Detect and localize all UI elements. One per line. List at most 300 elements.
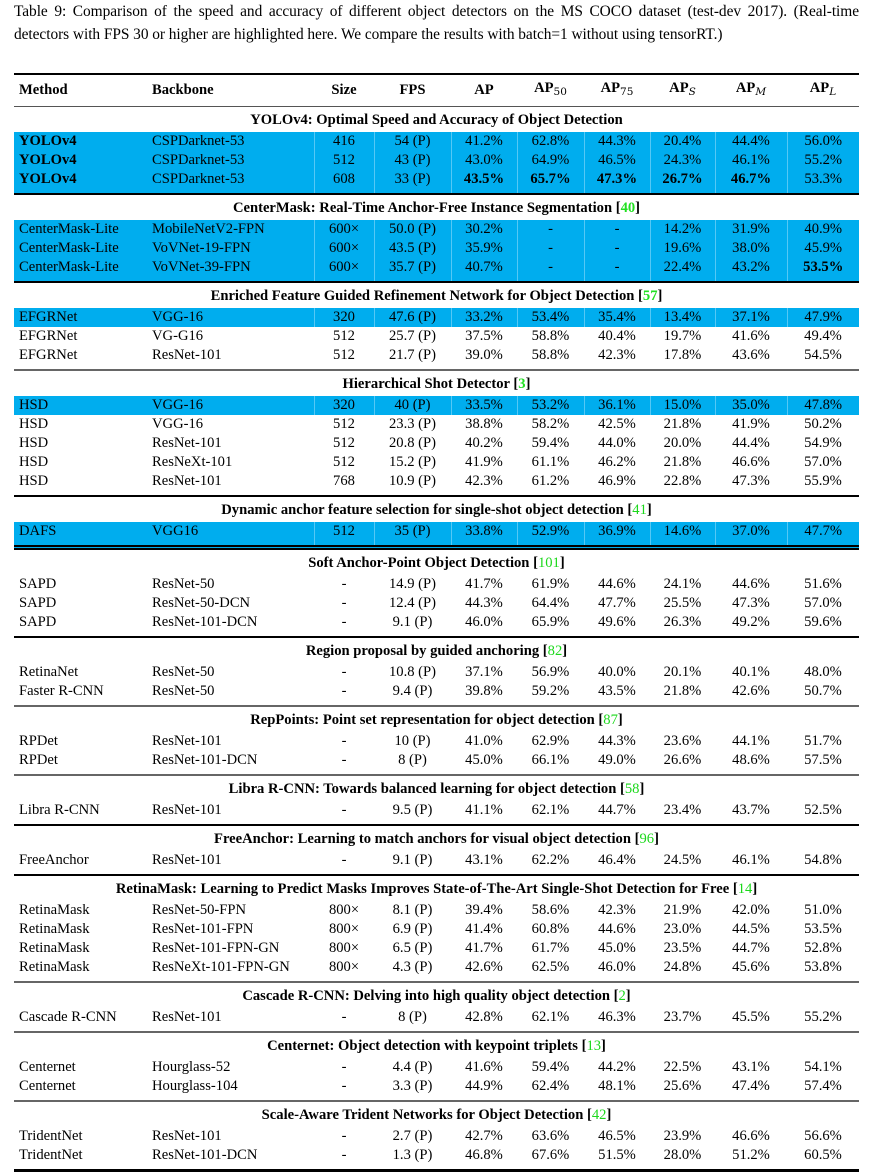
cell-ap50: 66.1%	[517, 751, 584, 775]
cell-apm: 41.9%	[715, 415, 787, 434]
section-header-row	[14, 107, 859, 133]
table-row	[14, 958, 859, 982]
cell-apl: 52.5%	[787, 801, 859, 825]
ref-bracket: ]	[752, 881, 757, 897]
cell-method: SAPD	[14, 613, 147, 637]
cell-ap50: 59.4%	[517, 1058, 584, 1077]
apl-base: AP	[810, 80, 829, 96]
cell-apl: 51.7%	[787, 732, 859, 751]
cell-aps: 21.9%	[650, 901, 715, 920]
citation-link[interactable]: 40	[621, 200, 636, 216]
cell-method: RPDet	[14, 751, 147, 775]
cell-ap: 41.2%	[451, 132, 517, 151]
cell-ap: 46.8%	[451, 1146, 517, 1171]
cell-ap50: 63.6%	[517, 1127, 584, 1146]
cell-fps: 10 (P)	[374, 732, 451, 751]
table-row	[14, 308, 859, 327]
section-header-row	[14, 982, 859, 1008]
table-row	[14, 682, 859, 706]
cell-apm: 47.3%	[715, 472, 787, 496]
cell-fps: 35 (P)	[374, 522, 451, 548]
cell-apm: 40.1%	[715, 663, 787, 682]
cell-backbone: Hourglass-104	[147, 1077, 314, 1101]
section-title	[14, 1101, 859, 1127]
cell-method: RetinaNet	[14, 663, 147, 682]
cell-aps: 23.0%	[650, 920, 715, 939]
cell-ap50: 62.1%	[517, 1008, 584, 1032]
cell-size: 800×	[314, 958, 374, 982]
cell-fps: 1.3 (P)	[374, 1146, 451, 1171]
section-title-text: Region proposal by guided anchoring	[306, 643, 539, 659]
section-header-row	[14, 548, 859, 576]
section-title-text: YOLOv4: Optimal Speed and Accuracy of Object Detection	[250, 112, 623, 128]
table-row	[14, 575, 859, 594]
cell-fps: 10.9 (P)	[374, 472, 451, 496]
table-row	[14, 663, 859, 682]
cell-aps: 21.8%	[650, 415, 715, 434]
cell-ap75: 46.9%	[584, 472, 650, 496]
cell-fps: 12.4 (P)	[374, 594, 451, 613]
cell-size: -	[314, 575, 374, 594]
cell-ap75: -	[584, 258, 650, 282]
citation-link[interactable]: 14	[738, 881, 753, 897]
section-title-text: Scale-Aware Trident Networks for Object Detection	[262, 1107, 584, 1123]
cell-size: -	[314, 1058, 374, 1077]
cell-ap: 38.8%	[451, 415, 517, 434]
table-row	[14, 594, 859, 613]
cell-method: RetinaMask	[14, 901, 147, 920]
cell-ap50: 56.9%	[517, 663, 584, 682]
detector-comparison-table	[14, 73, 859, 1172]
cell-aps: 23.7%	[650, 1008, 715, 1032]
cell-size: 800×	[314, 901, 374, 920]
cell-apm: 43.1%	[715, 1058, 787, 1077]
cell-fps: 54 (P)	[374, 132, 451, 151]
table-row	[14, 522, 859, 548]
cell-apm: 44.7%	[715, 939, 787, 958]
section-title-text: Soft Anchor-Point Object Detection	[308, 555, 529, 571]
cell-fps: 9.1 (P)	[374, 613, 451, 637]
cell-size: 320	[314, 308, 374, 327]
table-row	[14, 901, 859, 920]
section-header-row	[14, 194, 859, 220]
cell-ap50: 58.2%	[517, 415, 584, 434]
cell-method: Libra R-CNN	[14, 801, 147, 825]
cell-apm: 43.7%	[715, 801, 787, 825]
section-title	[14, 825, 859, 851]
cell-ap: 41.7%	[451, 575, 517, 594]
cell-ap50: 61.7%	[517, 939, 584, 958]
cell-fps: 23.3 (P)	[374, 415, 451, 434]
cell-apl: 48.0%	[787, 663, 859, 682]
cell-size: 608	[314, 170, 374, 194]
section-header-row	[14, 706, 859, 732]
cell-method: FreeAnchor	[14, 851, 147, 875]
ap50-sub: 50	[554, 86, 567, 98]
cell-ap75: 44.0%	[584, 434, 650, 453]
table-row	[14, 239, 859, 258]
cell-ap50: 62.1%	[517, 801, 584, 825]
cell-ap75: 40.4%	[584, 327, 650, 346]
cell-apm: 43.2%	[715, 258, 787, 282]
cell-method: Centernet	[14, 1077, 147, 1101]
cell-size: -	[314, 682, 374, 706]
cell-ap50: 58.8%	[517, 346, 584, 370]
cell-fps: 20.8 (P)	[374, 434, 451, 453]
col-header-fps: FPS	[374, 74, 451, 107]
section-title-text: RetinaMask: Learning to Predict Masks Improves State-of-The-Art Single-Shot Detection for Free	[116, 881, 729, 897]
cell-apm: 46.6%	[715, 1127, 787, 1146]
cell-fps: 4.3 (P)	[374, 958, 451, 982]
cell-backbone: CSPDarknet-53	[147, 151, 314, 170]
table-row	[14, 751, 859, 775]
cell-backbone: ResNeXt-101	[147, 453, 314, 472]
cell-ap50: 53.2%	[517, 396, 584, 415]
section-header-row	[14, 637, 859, 663]
citation-link[interactable]: 96	[640, 831, 655, 847]
table-row	[14, 939, 859, 958]
cell-ap: 43.5%	[451, 170, 517, 194]
cell-aps: 22.5%	[650, 1058, 715, 1077]
section-header-row	[14, 1032, 859, 1058]
ref-bracket: ]	[526, 376, 531, 392]
table-row	[14, 613, 859, 637]
cell-ap75: 46.5%	[584, 1127, 650, 1146]
cell-ap50: 58.6%	[517, 901, 584, 920]
cell-ap75: 44.2%	[584, 1058, 650, 1077]
cell-ap75: 44.7%	[584, 801, 650, 825]
cell-ap: 37.1%	[451, 663, 517, 682]
section-title-text: FreeAnchor: Learning to match anchors for visual object detection	[214, 831, 631, 847]
cell-method: TridentNet	[14, 1146, 147, 1171]
cell-method: EFGRNet	[14, 308, 147, 327]
cell-apm: 44.4%	[715, 132, 787, 151]
cell-ap75: 48.1%	[584, 1077, 650, 1101]
cell-ap: 42.3%	[451, 472, 517, 496]
cell-method: YOLOv4	[14, 132, 147, 151]
cell-ap50: 62.2%	[517, 851, 584, 875]
section-title	[14, 194, 859, 220]
cell-ap: 33.8%	[451, 522, 517, 548]
cell-apl: 47.9%	[787, 308, 859, 327]
cell-backbone: MobileNetV2-FPN	[147, 220, 314, 239]
cell-backbone: VGG-16	[147, 415, 314, 434]
col-header-aps	[650, 74, 715, 107]
section-title-text: CenterMask: Real-Time Anchor-Free Instance Segmentation	[233, 200, 612, 216]
cell-ap: 41.4%	[451, 920, 517, 939]
cell-method: EFGRNet	[14, 327, 147, 346]
cell-apl: 55.9%	[787, 472, 859, 496]
cell-aps: 23.6%	[650, 732, 715, 751]
citation-link[interactable]: 42	[592, 1107, 607, 1123]
col-header-method: Method	[14, 74, 147, 107]
section-title-text: RepPoints: Point set representation for object detection	[250, 712, 595, 728]
cell-backbone: ResNet-101	[147, 346, 314, 370]
cell-backbone: ResNet-101-DCN	[147, 1146, 314, 1171]
citation-link[interactable]: 41	[632, 502, 647, 518]
cell-fps: 33 (P)	[374, 170, 451, 194]
table-row	[14, 851, 859, 875]
cell-fps: 9.1 (P)	[374, 851, 451, 875]
cell-apm: 46.6%	[715, 453, 787, 472]
cell-backbone: ResNet-101	[147, 851, 314, 875]
cell-ap50: 61.9%	[517, 575, 584, 594]
cell-ap50: -	[517, 220, 584, 239]
cell-ap50: 64.4%	[517, 594, 584, 613]
cell-apl: 51.6%	[787, 575, 859, 594]
cell-apl: 59.6%	[787, 613, 859, 637]
cell-fps: 6.5 (P)	[374, 939, 451, 958]
ref-bracket: [	[595, 712, 604, 728]
cell-apm: 47.4%	[715, 1077, 787, 1101]
cell-ap75: 46.3%	[584, 1008, 650, 1032]
apm-sub: M	[755, 86, 766, 98]
cell-size: -	[314, 1146, 374, 1171]
cell-apl: 56.0%	[787, 132, 859, 151]
cell-ap: 44.9%	[451, 1077, 517, 1101]
cell-method: RetinaMask	[14, 958, 147, 982]
cell-size: -	[314, 751, 374, 775]
cell-backbone: Hourglass-52	[147, 1058, 314, 1077]
section-header-row	[14, 370, 859, 396]
cell-aps: 21.8%	[650, 453, 715, 472]
citation-link[interactable]: 3	[518, 376, 525, 392]
section-header-row	[14, 282, 859, 308]
cell-aps: 14.6%	[650, 522, 715, 548]
cell-ap75: 46.0%	[584, 958, 650, 982]
cell-ap: 30.2%	[451, 220, 517, 239]
cell-ap50: -	[517, 258, 584, 282]
cell-ap50: -	[517, 239, 584, 258]
citation-link[interactable]: 82	[548, 643, 563, 659]
cell-size: -	[314, 1077, 374, 1101]
cell-ap75: 49.0%	[584, 751, 650, 775]
cell-ap: 41.7%	[451, 939, 517, 958]
cell-aps: 19.6%	[650, 239, 715, 258]
table-row	[14, 258, 859, 282]
cell-fps: 50.0 (P)	[374, 220, 451, 239]
cell-ap: 41.9%	[451, 453, 517, 472]
ref-bracket: ]	[560, 555, 565, 571]
cell-apm: 37.0%	[715, 522, 787, 548]
cell-backbone: ResNet-50-DCN	[147, 594, 314, 613]
cell-ap: 43.0%	[451, 151, 517, 170]
cell-aps: 20.1%	[650, 663, 715, 682]
cell-apl: 54.1%	[787, 1058, 859, 1077]
cell-apl: 55.2%	[787, 1008, 859, 1032]
cell-ap: 33.2%	[451, 308, 517, 327]
cell-aps: 20.4%	[650, 132, 715, 151]
ref-bracket: [	[539, 643, 548, 659]
cell-fps: 9.4 (P)	[374, 682, 451, 706]
cell-size: 512	[314, 327, 374, 346]
cell-apm: 46.7%	[715, 170, 787, 194]
cell-backbone: ResNet-101	[147, 1008, 314, 1032]
cell-size: 512	[314, 522, 374, 548]
section-title	[14, 706, 859, 732]
ref-bracket: [	[610, 988, 619, 1004]
ref-bracket: ]	[606, 1107, 611, 1123]
cell-ap75: -	[584, 220, 650, 239]
section-title-text: Hierarchical Shot Detector	[343, 376, 510, 392]
cell-apl: 47.8%	[787, 396, 859, 415]
cell-method: CenterMask-Lite	[14, 239, 147, 258]
cell-method: HSD	[14, 453, 147, 472]
cell-fps: 10.8 (P)	[374, 663, 451, 682]
cell-aps: 24.8%	[650, 958, 715, 982]
ref-bracket: [	[616, 781, 625, 797]
ref-bracket: [	[634, 288, 643, 304]
cell-backbone: ResNet-101	[147, 434, 314, 453]
cell-size: -	[314, 663, 374, 682]
section-title-text: Cascade R-CNN: Delving into high quality object detection	[242, 988, 610, 1004]
cell-size: 512	[314, 453, 374, 472]
cell-apl: 53.8%	[787, 958, 859, 982]
table-row	[14, 1077, 859, 1101]
citation-link[interactable]: 58	[625, 781, 640, 797]
cell-ap50: 61.2%	[517, 472, 584, 496]
cell-apl: 49.4%	[787, 327, 859, 346]
cell-ap: 41.1%	[451, 801, 517, 825]
cell-ap75: 49.6%	[584, 613, 650, 637]
cell-ap50: 59.2%	[517, 682, 584, 706]
section-title-text: Dynamic anchor feature selection for single-shot object detection	[221, 502, 623, 518]
cell-apm: 44.4%	[715, 434, 787, 453]
ref-bracket: ]	[635, 200, 640, 216]
cell-apl: 55.2%	[787, 151, 859, 170]
table-row	[14, 220, 859, 239]
cell-size: -	[314, 732, 374, 751]
cell-apl: 52.8%	[787, 939, 859, 958]
cell-ap: 41.6%	[451, 1058, 517, 1077]
cell-size: -	[314, 613, 374, 637]
header-row	[14, 74, 859, 107]
ref-bracket: ]	[562, 643, 567, 659]
cell-ap75: 35.4%	[584, 308, 650, 327]
cell-ap75: 42.3%	[584, 901, 650, 920]
table-row	[14, 920, 859, 939]
section-header-row	[14, 1101, 859, 1127]
cell-fps: 9.5 (P)	[374, 801, 451, 825]
cell-ap: 37.5%	[451, 327, 517, 346]
citation-link[interactable]: 13	[586, 1038, 601, 1054]
cell-backbone: ResNet-101	[147, 472, 314, 496]
cell-backbone: VoVNet-39-FPN	[147, 258, 314, 282]
cell-apm: 43.6%	[715, 346, 787, 370]
cell-size: 600×	[314, 239, 374, 258]
cell-ap: 42.6%	[451, 958, 517, 982]
cell-ap75: 42.3%	[584, 346, 650, 370]
ref-bracket: ]	[626, 988, 631, 1004]
table-row	[14, 327, 859, 346]
cell-apm: 45.5%	[715, 1008, 787, 1032]
table-row	[14, 472, 859, 496]
ref-bracket: ]	[654, 831, 659, 847]
cell-backbone: VoVNet-19-FPN	[147, 239, 314, 258]
table-row	[14, 415, 859, 434]
citation-link[interactable]: 2	[619, 988, 626, 1004]
cell-ap75: 46.2%	[584, 453, 650, 472]
cell-method: CenterMask-Lite	[14, 258, 147, 282]
ref-bracket: [	[631, 831, 640, 847]
cell-fps: 35.7 (P)	[374, 258, 451, 282]
cell-ap: 42.8%	[451, 1008, 517, 1032]
cell-apl: 53.3%	[787, 170, 859, 194]
cell-apl: 50.2%	[787, 415, 859, 434]
cell-ap75: 43.5%	[584, 682, 650, 706]
col-header-backbone: Backbone	[147, 74, 314, 107]
ref-bracket: ]	[618, 712, 623, 728]
cell-method: RetinaMask	[14, 920, 147, 939]
cell-aps: 20.0%	[650, 434, 715, 453]
table-row	[14, 453, 859, 472]
cell-apl: 57.4%	[787, 1077, 859, 1101]
cell-apm: 46.1%	[715, 151, 787, 170]
apm-base: AP	[736, 80, 755, 96]
ref-bracket: [	[612, 200, 621, 216]
table-row	[14, 1058, 859, 1077]
cell-apl: 54.5%	[787, 346, 859, 370]
cell-method: SAPD	[14, 594, 147, 613]
cell-size: 416	[314, 132, 374, 151]
cell-backbone: ResNet-101-FPN	[147, 920, 314, 939]
cell-aps: 24.1%	[650, 575, 715, 594]
cell-fps: 8 (P)	[374, 1008, 451, 1032]
table-row	[14, 170, 859, 194]
cell-ap: 40.2%	[451, 434, 517, 453]
cell-ap: 33.5%	[451, 396, 517, 415]
cell-ap: 39.4%	[451, 901, 517, 920]
cell-ap75: 46.5%	[584, 151, 650, 170]
cell-backbone: ResNet-101	[147, 801, 314, 825]
cell-fps: 8.1 (P)	[374, 901, 451, 920]
cell-size: -	[314, 851, 374, 875]
cell-apm: 49.2%	[715, 613, 787, 637]
cell-size: 320	[314, 396, 374, 415]
cell-aps: 26.7%	[650, 170, 715, 194]
citation-link[interactable]: 57	[643, 288, 658, 304]
cell-ap: 39.8%	[451, 682, 517, 706]
section-title	[14, 982, 859, 1008]
cell-fps: 25.7 (P)	[374, 327, 451, 346]
cell-apl: 57.0%	[787, 594, 859, 613]
cell-aps: 23.9%	[650, 1127, 715, 1146]
table-row	[14, 396, 859, 415]
cell-aps: 22.8%	[650, 472, 715, 496]
cell-size: 768	[314, 472, 374, 496]
cell-aps: 24.3%	[650, 151, 715, 170]
cell-fps: 4.4 (P)	[374, 1058, 451, 1077]
table-row	[14, 1127, 859, 1146]
cell-fps: 8 (P)	[374, 751, 451, 775]
citation-link[interactable]: 87	[603, 712, 618, 728]
cell-backbone: CSPDarknet-53	[147, 170, 314, 194]
section-header-row	[14, 875, 859, 901]
section-title	[14, 775, 859, 801]
ap75-sub: 75	[620, 86, 633, 98]
cell-size: 512	[314, 415, 374, 434]
cell-backbone: CSPDarknet-53	[147, 132, 314, 151]
cell-size: 512	[314, 151, 374, 170]
cell-fps: 2.7 (P)	[374, 1127, 451, 1146]
cell-fps: 47.6 (P)	[374, 308, 451, 327]
cell-ap75: 42.5%	[584, 415, 650, 434]
section-title	[14, 370, 859, 396]
citation-link[interactable]: 101	[538, 555, 560, 571]
cell-aps: 22.4%	[650, 258, 715, 282]
cell-ap50: 67.6%	[517, 1146, 584, 1171]
table-row	[14, 434, 859, 453]
